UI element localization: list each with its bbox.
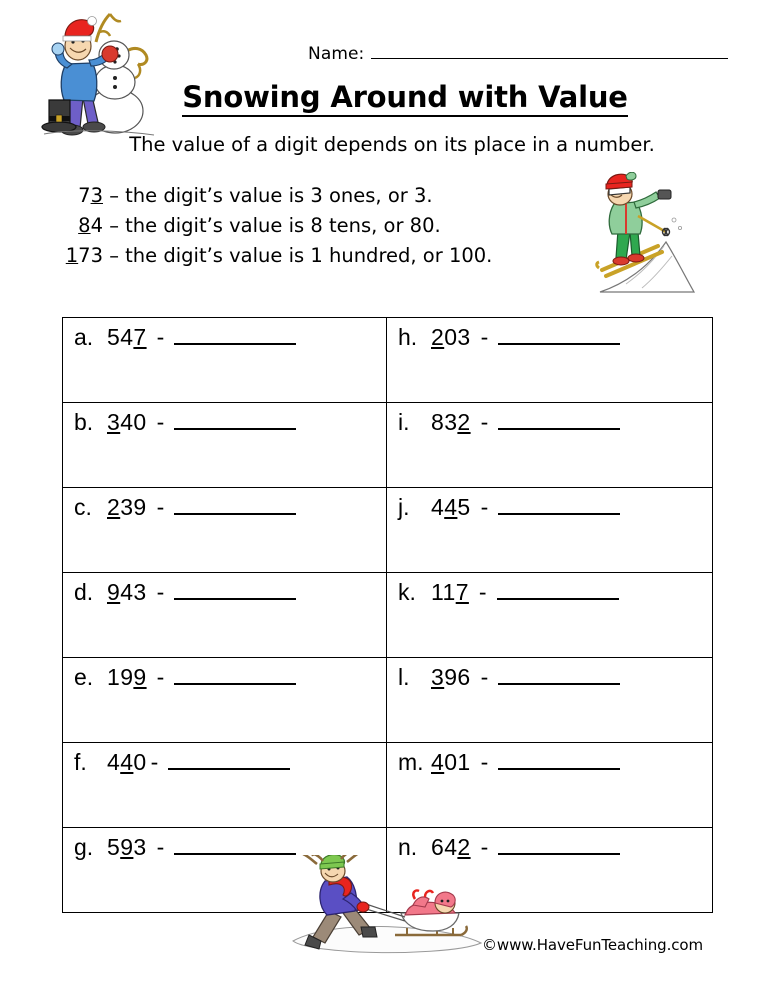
answer-blank[interactable] — [174, 583, 296, 600]
problem-cell-e[interactable] — [63, 658, 387, 743]
intro-text: The value of a digit depends on its place in a number. — [129, 133, 655, 156]
answer-blank[interactable] — [498, 668, 620, 685]
problem-f — [63, 749, 386, 776]
underlined-digit: 9 — [133, 664, 147, 690]
table-row — [63, 743, 713, 828]
dash-separator: - — [156, 834, 165, 860]
problem-letter: i. — [398, 409, 410, 435]
problems-table — [62, 317, 713, 913]
answer-blank[interactable] — [497, 583, 619, 600]
underlined-digit: 2 — [457, 834, 471, 860]
answer-blank[interactable] — [498, 328, 620, 345]
dash-separator: - — [156, 664, 165, 690]
problem-number: 943 — [107, 579, 147, 605]
underlined-digit: 7 — [455, 579, 469, 605]
problem-b — [63, 409, 386, 436]
name-field-row — [308, 44, 728, 64]
problem-c — [63, 494, 386, 521]
problem-cell-j[interactable] — [387, 488, 713, 573]
problem-a — [63, 324, 386, 351]
problem-number: 642 — [431, 834, 471, 860]
page-title — [0, 80, 772, 114]
dash-separator: - — [478, 579, 487, 605]
problem-cell-k[interactable] — [387, 573, 713, 658]
problem-letter: j. — [398, 494, 410, 520]
problem-cell-i[interactable] — [387, 403, 713, 488]
dash-separator: - — [480, 664, 489, 690]
problem-number: 117 — [431, 579, 469, 605]
underlined-digit: 4 — [444, 494, 458, 520]
skier-clipart — [582, 172, 710, 300]
name-input-line[interactable] — [371, 45, 728, 59]
underlined-digit: 3 — [431, 664, 445, 690]
dash-separator: - — [480, 834, 489, 860]
dash-separator: - — [156, 409, 165, 435]
underlined-digit: 2 — [457, 409, 471, 435]
problem-letter: f. — [74, 749, 87, 775]
problem-letter: m. — [398, 749, 424, 775]
problem-letter: n. — [398, 834, 418, 860]
example-number: 84 — [78, 214, 103, 237]
underlined-digit: 3 — [90, 184, 103, 207]
problem-number: 547 — [107, 324, 147, 350]
problem-cell-m[interactable] — [387, 743, 713, 828]
problem-number: 593 — [107, 834, 147, 860]
problem-number: 203 — [431, 324, 471, 350]
problems-table-body — [63, 318, 713, 913]
answer-blank[interactable] — [174, 498, 296, 515]
problem-i — [387, 409, 712, 436]
example-text: – the digit’s value is 3 ones, or 3. — [103, 184, 433, 207]
problem-letter: d. — [74, 579, 94, 605]
example-number: 173 — [65, 244, 103, 267]
problem-letter: c. — [74, 494, 92, 520]
problem-cell-b[interactable] — [63, 403, 387, 488]
answer-blank[interactable] — [168, 753, 290, 770]
example-row — [63, 181, 492, 211]
dash-separator: - — [150, 749, 159, 775]
footer-credit: ©www.HaveFunTeaching.com — [482, 936, 703, 954]
answer-blank[interactable] — [174, 413, 296, 430]
problem-letter: g. — [74, 834, 94, 860]
example-row — [63, 241, 492, 271]
name-label: Name: — [308, 44, 365, 64]
answer-blank[interactable] — [498, 498, 620, 515]
table-row — [63, 403, 713, 488]
problem-number: 340 — [107, 409, 147, 435]
problem-k — [387, 579, 712, 606]
example-text: – the digit’s value is 1 hundred, or 100. — [103, 244, 493, 267]
dash-separator: - — [480, 749, 489, 775]
problem-letter: a. — [74, 324, 94, 350]
problem-letter: h. — [398, 324, 418, 350]
problem-number: 401 — [431, 749, 471, 775]
problem-cell-l[interactable] — [387, 658, 713, 743]
underlined-digit: 8 — [78, 214, 91, 237]
underlined-digit: 7 — [133, 324, 147, 350]
answer-blank[interactable] — [498, 413, 620, 430]
underlined-digit: 9 — [120, 834, 134, 860]
problem-d — [63, 579, 386, 606]
underlined-digit: 2 — [431, 324, 445, 350]
problem-cell-a[interactable] — [63, 318, 387, 403]
problem-l — [387, 664, 712, 691]
answer-blank[interactable] — [498, 753, 620, 770]
answer-blank[interactable] — [174, 668, 296, 685]
table-row — [63, 658, 713, 743]
underlined-digit: 4 — [120, 749, 134, 775]
table-row — [63, 488, 713, 573]
table-row — [63, 318, 713, 403]
problem-letter: b. — [74, 409, 94, 435]
problem-j — [387, 494, 712, 521]
dash-separator: - — [480, 324, 489, 350]
problem-cell-d[interactable] — [63, 573, 387, 658]
sledding-clipart — [285, 855, 515, 960]
table-row — [63, 573, 713, 658]
problem-number: 396 — [431, 664, 471, 690]
problem-letter: e. — [74, 664, 94, 690]
problem-letter: l. — [398, 664, 410, 690]
example-number: 73 — [78, 184, 103, 207]
problem-cell-c[interactable] — [63, 488, 387, 573]
example-text: – the digit’s value is 8 tens, or 80. — [103, 214, 441, 237]
dash-separator: - — [156, 494, 165, 520]
problem-m — [387, 749, 712, 776]
problem-number: 440 — [107, 749, 147, 775]
answer-blank[interactable] — [498, 838, 620, 855]
underlined-digit: 4 — [431, 749, 445, 775]
example-row — [63, 211, 492, 241]
dash-separator: - — [156, 324, 165, 350]
problem-cell-f[interactable] — [63, 743, 387, 828]
underlined-digit: 1 — [65, 244, 79, 267]
problem-number: 239 — [107, 494, 147, 520]
page-title-text: Snowing Around with Value — [182, 80, 628, 117]
dash-separator: - — [480, 409, 489, 435]
answer-blank[interactable] — [174, 838, 296, 855]
dash-separator: - — [156, 579, 165, 605]
problem-number: 445 — [431, 494, 471, 520]
problem-e — [63, 664, 386, 691]
problem-cell-h[interactable] — [387, 318, 713, 403]
problem-number: 199 — [107, 664, 147, 690]
problem-number: 832 — [431, 409, 471, 435]
problem-h — [387, 324, 712, 351]
dash-separator: - — [480, 494, 489, 520]
underlined-digit: 3 — [107, 409, 121, 435]
snowman-clipart — [22, 8, 164, 140]
answer-blank[interactable] — [174, 328, 296, 345]
underlined-digit: 9 — [107, 579, 121, 605]
problem-letter: k. — [398, 579, 416, 605]
underlined-digit: 2 — [107, 494, 121, 520]
examples-list — [63, 181, 492, 271]
